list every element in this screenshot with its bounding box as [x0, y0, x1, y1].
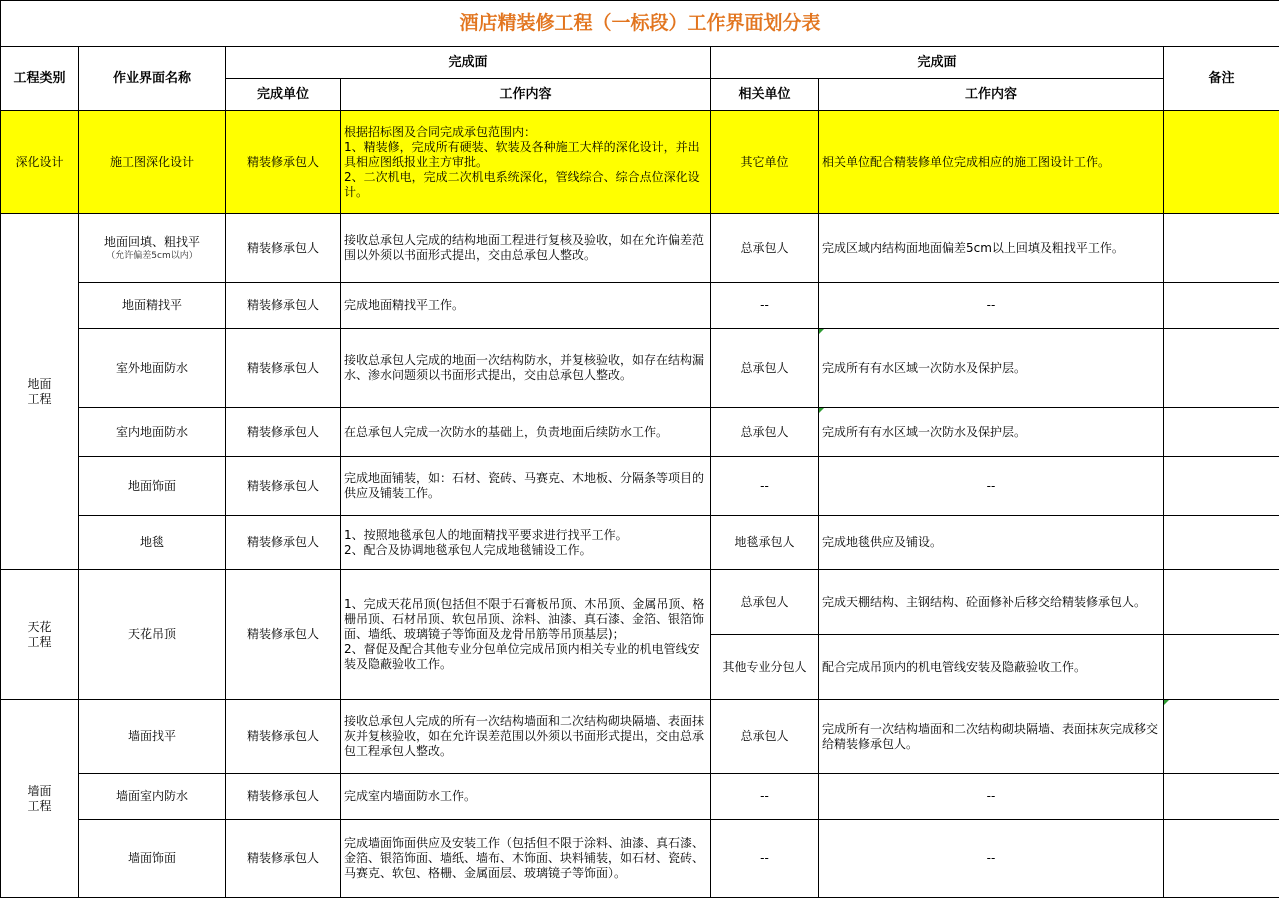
interface-name-cell: [79, 214, 226, 283]
related-content-cell: --: [819, 283, 1164, 329]
interface-name-cell: 地毯: [79, 516, 226, 570]
remarks-cell: [1164, 820, 1279, 898]
unit-cell: 精装修承包人: [226, 774, 341, 820]
header-unit-b: 相关单位: [711, 79, 819, 111]
content-cell: 1、完成天花吊顶(包括但不限于石膏板吊顶、木吊顶、金属吊顶、格栅吊顶、石材吊顶、软包吊顶、涂料、油漆、真石漆、金箔、银箔饰面、墙纸、玻璃镜子等饰面及龙骨吊筋等吊顶基层)； 2、督促及配合其他专业分包单位完成吊顶内相关专业的机电管线安装及隐蔽验收工作。: [341, 570, 711, 700]
header-group-b: 完成面: [711, 47, 1164, 79]
related-unit-cell: --: [711, 774, 819, 820]
remarks-cell: [1164, 283, 1279, 329]
unit-cell: 精装修承包人: [226, 516, 341, 570]
remarks-cell: [1164, 700, 1279, 774]
unit-cell: 精装修承包人: [226, 457, 341, 516]
unit-cell: 精装修承包人: [226, 700, 341, 774]
remarks-cell: [1164, 516, 1279, 570]
related-unit-cell: --: [711, 457, 819, 516]
header-content-b: 工作内容: [819, 79, 1164, 111]
related-content-cell: 完成天棚结构、主钢结构、砼面修补后移交给精装修承包人。: [819, 570, 1164, 635]
interface-name-cell: 天花吊顶: [79, 570, 226, 700]
content-cell: 完成地面铺装，如：石材、瓷砖、马赛克、木地板、分隔条等项目的供应及铺装工作。: [341, 457, 711, 516]
content-cell: 接收总承包人完成的结构地面工程进行复核及验收，如在允许偏差范围以外须以书面形式提出，交由总承包人整改。: [341, 214, 711, 283]
related-content-text: 完成所有有水区域一次防水及保护层。: [822, 361, 1026, 375]
unit-cell: 精装修承包人: [226, 329, 341, 408]
unit-cell: 精装修承包人: [226, 570, 341, 700]
remarks-cell: [1164, 408, 1279, 457]
remarks-cell: [1164, 635, 1279, 700]
table-row: [1, 700, 1279, 774]
interface-name-cell: 墙面找平: [79, 700, 226, 774]
related-content-cell: --: [819, 457, 1164, 516]
related-unit-cell: 总承包人: [711, 408, 819, 457]
unit-cell: 精装修承包人: [226, 111, 341, 214]
content-cell: 在总承包人完成一次防水的基础上，负责地面后续防水工作。: [341, 408, 711, 457]
related-unit-cell: 总承包人: [711, 214, 819, 283]
table-row: [1, 408, 1279, 457]
related-content-cell: 相关单位配合精装修单位完成相应的施工图设计工作。: [819, 111, 1164, 214]
remarks-cell: [1164, 457, 1279, 516]
category-cell: 深化设计: [1, 111, 79, 214]
category-cell: 天花 工程: [1, 570, 79, 700]
related-unit-cell: --: [711, 283, 819, 329]
category-cell: 地面 工程: [1, 214, 79, 570]
header-remarks: 备注: [1164, 47, 1279, 111]
remarks-cell: [1164, 774, 1279, 820]
interface-name-cell: 施工图深化设计: [79, 111, 226, 214]
table-row: [1, 457, 1279, 516]
unit-cell: 精装修承包人: [226, 283, 341, 329]
header-content-a: 工作内容: [341, 79, 711, 111]
related-unit-cell: 总承包人: [711, 700, 819, 774]
related-content-cell: 完成所有一次结构墙面和二次结构砌块隔墙、表面抹灰完成移交给精装修承包人。: [819, 700, 1164, 774]
unit-cell: 精装修承包人: [226, 214, 341, 283]
table-row: [1, 774, 1279, 820]
related-unit-cell: 其它单位: [711, 111, 819, 214]
related-content-cell: 完成地毯供应及铺设。: [819, 516, 1164, 570]
header-group-a: 完成面: [226, 47, 711, 79]
cell-comment-marker: [1164, 700, 1169, 705]
content-cell: 完成室内墙面防水工作。: [341, 774, 711, 820]
related-content-cell: 配合完成吊顶内的机电管线安装及隐蔽验收工作。: [819, 635, 1164, 700]
header-interface-name: 作业界面名称: [79, 47, 226, 111]
table-row: [1, 329, 1279, 408]
table-row: [1, 516, 1279, 570]
remarks-cell: [1164, 570, 1279, 635]
related-unit-cell: 其他专业分包人: [711, 635, 819, 700]
remarks-cell: [1164, 329, 1279, 408]
related-unit-cell: --: [711, 820, 819, 898]
table-row: [1, 283, 1279, 329]
table-row: [1, 214, 1279, 283]
interface-name-cell: 室外地面防水: [79, 329, 226, 408]
remarks-cell: [1164, 111, 1279, 214]
related-content-cell: --: [819, 774, 1164, 820]
content-cell: 接收总承包人完成的地面一次结构防水，并复核验收，如存在结构漏水、渗水问题须以书面形式提出，交由总承包人整改。: [341, 329, 711, 408]
content-cell: 根据招标图及合同完成承包范围内： 1、精装修，完成所有硬装、软装及各种施工大样的深化设计，并出具相应图纸报业主方审批。 2、二次机电，完成二次机电系统深化，管线综合、综合点位深化设计。: [341, 111, 711, 214]
interface-name-cell: 墙面饰面: [79, 820, 226, 898]
table-row: [1, 570, 1279, 635]
interface-name-cell: 地面饰面: [79, 457, 226, 516]
content-cell: 完成地面精找平工作。: [341, 283, 711, 329]
interface-name-cell: 墙面室内防水: [79, 774, 226, 820]
table-row: [1, 820, 1279, 898]
remarks-cell: [1164, 214, 1279, 283]
related-unit-cell: 总承包人: [711, 570, 819, 635]
header-category: 工程类别: [1, 47, 79, 111]
table-row: [1, 111, 1279, 214]
related-content-cell: 完成区域内结构面地面偏差5cm以上回填及粗找平工作。: [819, 214, 1164, 283]
interface-name-text: 地面回填、粗找平: [104, 235, 200, 249]
cell-comment-marker: [819, 329, 824, 334]
category-cell: 墙面 工程: [1, 700, 79, 898]
interface-name-cell: 室内地面防水: [79, 408, 226, 457]
unit-cell: 精装修承包人: [226, 408, 341, 457]
content-cell: 1、按照地毯承包人的地面精找平要求进行找平工作。 2、配合及协调地毯承包人完成地毯铺设工作。: [341, 516, 711, 570]
header-unit-a: 完成单位: [226, 79, 341, 111]
cell-comment-marker: [819, 408, 824, 413]
content-cell: 完成墙面饰面供应及安装工作（包括但不限于涂料、油漆、真石漆、金箔、银箔饰面、墙纸、墙布、木饰面、块料铺装，如石材、瓷砖、马赛克、软包、格栅、金属面层、玻璃镜子等饰面）。: [341, 820, 711, 898]
related-content-text: 完成所有有水区域一次防水及保护层。: [822, 425, 1026, 439]
page-title: 酒店精装修工程（一标段）工作界面划分表: [1, 1, 1279, 47]
related-unit-cell: 总承包人: [711, 329, 819, 408]
tolerance-note: （允许偏差5cm以内）: [79, 250, 225, 262]
related-content-cell: [819, 329, 1164, 408]
content-cell: 接收总承包人完成的所有一次结构墙面和二次结构砌块隔墙、表面抹灰并复核验收，如在允许误差范围以外须以书面形式提出，交由总承包工程承包人整改。: [341, 700, 711, 774]
related-content-cell: --: [819, 820, 1164, 898]
related-content-cell: [819, 408, 1164, 457]
unit-cell: 精装修承包人: [226, 820, 341, 898]
interface-name-cell: 地面精找平: [79, 283, 226, 329]
related-unit-cell: 地毯承包人: [711, 516, 819, 570]
